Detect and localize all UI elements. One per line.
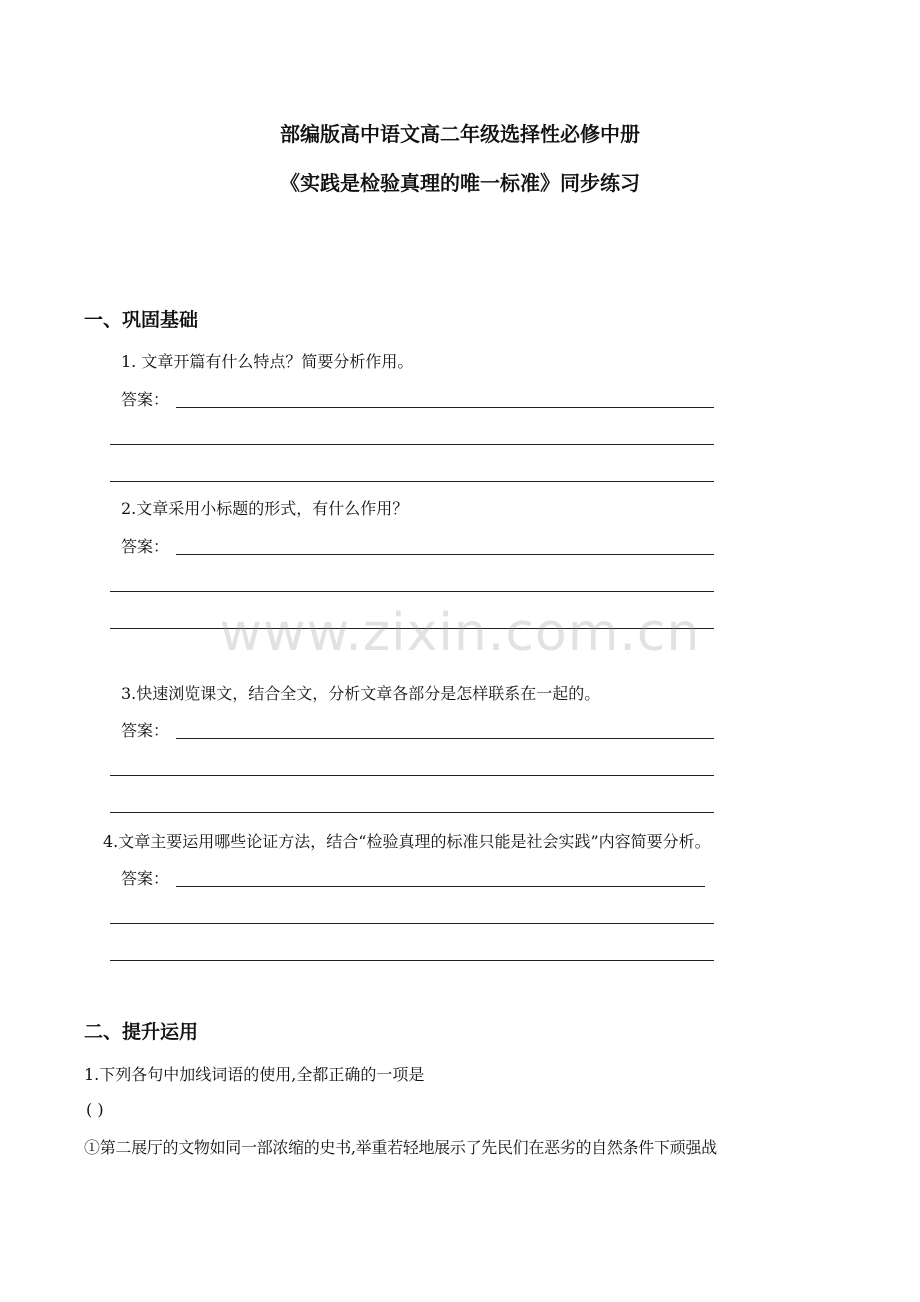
answer-line[interactable] <box>110 444 714 445</box>
answer-label-4: 答案： <box>121 869 170 888</box>
answer-line[interactable] <box>176 554 714 555</box>
answer-line[interactable] <box>176 407 714 408</box>
section2-heading: 二、提升运用 <box>84 1021 199 1043</box>
answer-line[interactable] <box>110 481 714 482</box>
answer-line[interactable] <box>176 886 705 887</box>
answer-line[interactable] <box>110 591 714 592</box>
section2-item-1: ①第二展厅的文物如同一部浓缩的史书,举重若轻地展示了先民们在恶劣的自然条件下顽强战 <box>84 1138 717 1157</box>
section2-question-1: 1.下列各句中加线词语的使用,全都正确的一项是 <box>84 1065 425 1084</box>
answer-label-1: 答案： <box>121 390 170 409</box>
answer-label-2: 答案： <box>121 537 170 556</box>
watermark: www.zixin.com.cn <box>219 603 701 663</box>
answer-line[interactable] <box>110 628 714 629</box>
answer-line[interactable] <box>110 812 714 813</box>
document-title-line1: 部编版高中语文高二年级选择性必修中册 <box>280 122 640 146</box>
answer-parentheses: ( ) <box>86 1100 104 1119</box>
answer-label-3: 答案： <box>121 721 170 740</box>
question-4: 4.文章主要运用哪些论证方法，结合“检验真理的标准只能是社会实践”内容简要分析。 <box>103 832 711 851</box>
question-3: 3.快速浏览课文，结合全文，分析文章各部分是怎样联系在一起的。 <box>121 684 601 703</box>
document-title-line2: 《实践是检验真理的唯一标准》同步练习 <box>280 171 640 195</box>
question-2: 2.文章采用小标题的形式，有什么作用？ <box>121 499 409 518</box>
answer-line[interactable] <box>176 738 714 739</box>
answer-line[interactable] <box>110 923 714 924</box>
question-1: 1. 文章开篇有什么特点？简要分析作用。 <box>121 352 414 371</box>
section1-heading: 一、巩固基础 <box>84 309 199 331</box>
answer-line[interactable] <box>110 775 714 776</box>
answer-line[interactable] <box>110 960 714 961</box>
